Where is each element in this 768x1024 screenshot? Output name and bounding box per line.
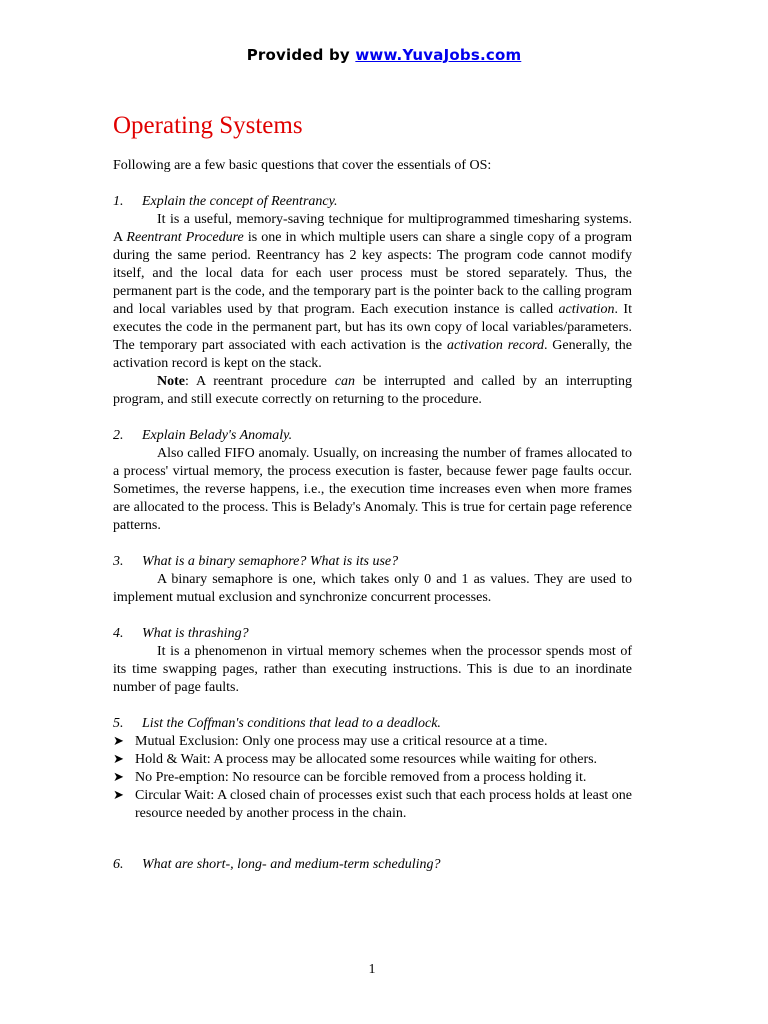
page-title: Operating Systems <box>113 112 303 139</box>
arrow-bullet-icon: ➤ <box>113 752 124 767</box>
document-body <box>113 157 632 874</box>
question-6-heading <box>113 856 632 874</box>
intro-text: Following are a few basic questions that cover the essentials of OS: <box>113 158 492 173</box>
question-6-number: 6. <box>113 857 124 872</box>
list-item <box>113 751 632 769</box>
answer-1-text-b: is one in which multiple users can share a single copy of a program during the same period. Reentrancy has 2 key aspects: The program code cannot modify itself, and the local data for each user process must be stored separately. Thus, the permanent part is the code, and the temporary part is the pointer back to the calling program and local variables used by that program. Each execution instance is called <box>113 230 633 317</box>
list-item-text: No Pre-emption: No resource can be forcible removed from a process holding it. <box>135 770 587 785</box>
note-text-a: : A reentrant procedure <box>185 374 335 389</box>
question-3-title: What is a binary semaphore? What is its use? <box>142 554 399 569</box>
yuvajobs-link[interactable]: www.YuvaJobs.com <box>355 46 522 64</box>
question-5-number: 5. <box>113 716 124 731</box>
question-1-heading <box>113 193 632 211</box>
answer-1-text-a: It is a useful, memory-saving technique for multiprogrammed timesharing systems. A <box>113 212 632 245</box>
question-4-title: What is thrashing? <box>142 626 249 641</box>
question-1-note <box>113 373 632 409</box>
list-item <box>113 769 632 787</box>
question-2-answer: Also called FIFO anomaly. Usually, on increasing the number of frames allocated to a process' virtual memory, the process execution is faster, because fewer page faults occur. Sometimes, the reverse happens, i.e., the execution time increases even when more frames are allocated to the process. This is Belady's Anomaly. This is true for certain page reference patterns. <box>113 446 632 533</box>
question-3-answer: A binary semaphore is one, which takes only 0 and 1 as values. They are used to implement mutual exclusion and synchronize concurrent processes. <box>113 572 632 605</box>
arrow-bullet-icon: ➤ <box>113 788 124 803</box>
answer-1-text-c: . It executes the code in the permanent part, but has its own copy of local variables/parameters. The temporary part associated with each activation is the <box>113 302 632 353</box>
list-item-text: Hold & Wait: A process may be allocated some resources while waiting for others. <box>135 752 598 767</box>
note-label: Note <box>157 374 185 389</box>
answer-1-em-reentrant-procedure: Reentrant Procedure <box>126 230 244 245</box>
arrow-bullet-icon: ➤ <box>113 734 124 749</box>
question-1-title: Explain the concept of Reentrancy. <box>142 194 338 209</box>
answer-1-text-d: . Generally, the activation record is kept on the stack. <box>113 338 632 371</box>
question-4-answer: It is a phenomenon in virtual memory schemes when the processor spends most of its time swapping pages, rather than executing instructions. This is due to an inordinate number of page faults. <box>113 644 632 695</box>
answer-1-em-activation: activation <box>558 302 615 317</box>
provided-by-header <box>0 46 768 64</box>
question-5-heading <box>113 715 632 733</box>
list-item <box>113 733 632 751</box>
question-1-number: 1. <box>113 194 124 209</box>
arrow-bullet-icon: ➤ <box>113 770 124 785</box>
question-5-title: List the Coffman's conditions that lead to a deadlock. <box>142 716 441 731</box>
question-4-heading <box>113 625 632 643</box>
question-2-number: 2. <box>113 428 124 443</box>
question-2-heading <box>113 427 632 445</box>
question-2-title: Explain Belady's Anomaly. <box>142 428 293 443</box>
provided-by-label: Provided by <box>246 46 350 64</box>
answer-1-em-activation-record: activation record <box>446 338 545 353</box>
deadlock-conditions-list <box>113 733 632 823</box>
note-text-b: be interrupted and called by an interrupting program, and still execute correctly on returning to the procedure. <box>113 374 632 407</box>
note-em-can: can <box>334 374 356 389</box>
question-6-title: What are short-, long- and medium-term scheduling? <box>142 857 441 872</box>
question-4-number: 4. <box>113 626 124 641</box>
list-item-text: Mutual Exclusion: Only one process may use a critical resource at a time. <box>135 734 548 749</box>
page-number: 1 <box>368 962 376 977</box>
question-3-number: 3. <box>113 554 124 569</box>
question-1-answer <box>113 211 632 373</box>
list-item <box>113 787 632 823</box>
question-3-heading <box>113 553 632 571</box>
list-item-text: Circular Wait: A closed chain of processes exist such that each process holds at least one resource needed by another process in the chain. <box>135 788 632 821</box>
